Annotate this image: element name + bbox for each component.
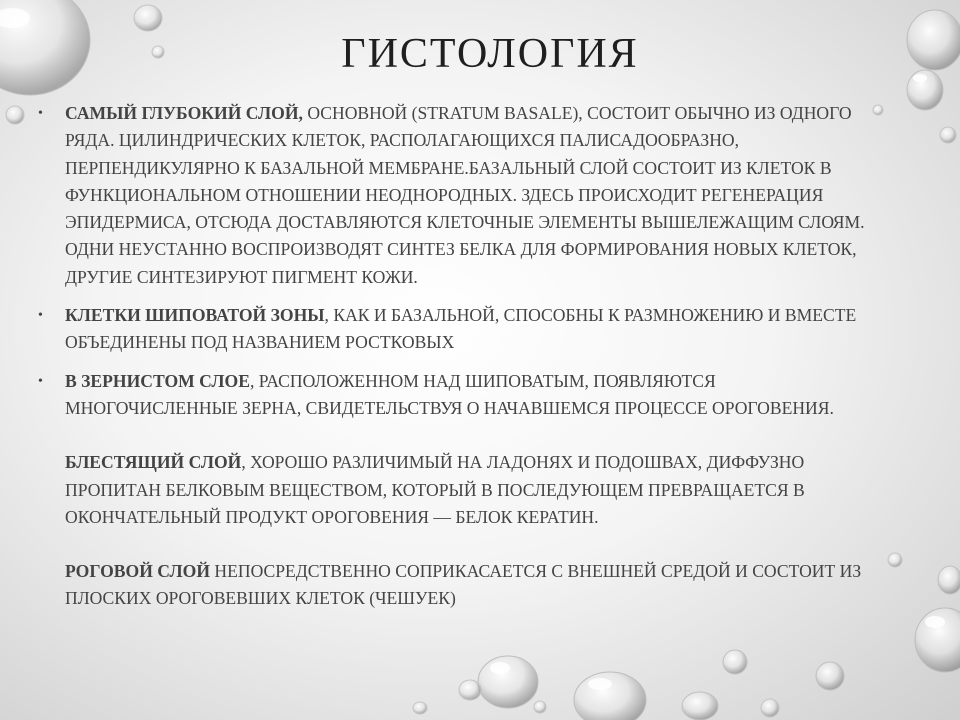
paragraph-bold-term: БЛЕСТЯЩИЙ СЛОЙ [65,452,242,473]
bullet-spinous-layer [38,302,878,357]
slide-title: ГИСТОЛОГИЯ [341,31,639,77]
paragraph-lucid-layer [38,449,878,531]
bullet-dot-icon: • [38,308,43,324]
bullet-bold-term: САМЫЙ ГЛУБОКИЙ СЛОЙ, [65,103,303,123]
paragraph-horny-layer [38,558,878,613]
bullet-basal-layer [38,100,878,291]
paragraph-text: НЕПОСРЕДСТВЕННО СОПРИКАСАЕТСЯ С ВНЕШНЕЙ СРЕДОЙ И СОСТОИТ ИЗ ПЛОСКИХ ОРОГОВЕВШИХ КЛЕТОК (ЧЕШУЕК) [65,561,862,609]
bullet-granular-layer [38,368,878,423]
bullet-text: ОСНОВНОЙ (STRATUM BASALE), СОСТОИТ ОБЫЧНО ИЗ ОДНОГО РЯДА. ЦИЛИНДРИЧЕСКИХ КЛЕТОК, РАСПОЛАГАЮЩИХСЯ ПАЛИСАДООБРАЗНО, ПЕРПЕНДИКУЛЯРНО К БАЗАЛЬНОЙ МЕМБРАНЕ.БАЗАЛЬНЫЙ СЛОЙ СОСТОИТ ИЗ КЛЕТОК В ФУНКЦИОНАЛЬНОМ ОТНОШЕНИИ НЕОДНОРОДНЫХ. ЗДЕСЬ ПРОИСХОДИТ РЕГЕНЕРАЦИЯ ЭПИДЕРМИСА, ОТСЮДА ДОСТАВЛЯЮТСЯ КЛЕТОЧНЫЕ ЭЛЕМЕНТЫ ВЫШЕЛЕЖАЩИМ СЛОЯМ. ОДНИ НЕУСТАННО ВОСПРОИЗВОДЯТ СИНТЕЗ БЕЛКА ДЛЯ ФОРМИРОВАНИЯ НОВЫХ КЛЕТОК, ДРУГИЕ СИНТЕЗИРУЮТ ПИГМЕНТ КОЖИ. [65,103,865,287]
slide-body [38,100,878,613]
bullet-dot-icon: • [38,106,43,121]
paragraph-bold-term: РОГОВОЙ СЛОЙ [65,561,211,582]
bullet-dot-icon: • [38,373,43,389]
paragraph-text: , ХОРОШО РАЗЛИЧИМЫЙ НА ЛАДОНЯХ И ПОДОШВАХ, ДИФФУЗНО ПРОПИТАН БЕЛКОВЫМ ВЕЩЕСТВОМ, КОТОРЫЙ В ПОСЛЕДУЮЩЕМ ПРЕВРАЩАЕТСЯ В ОКОНЧАТЕЛЬНЫЙ ПРОДУКТ ОРОГОВЕНИЯ — БЕЛОК КЕРАТИН. [65,452,805,527]
bullet-text: , РАСПОЛОЖЕННОМ НАД ШИПОВАТЫМ, ПОЯВЛЯЮТСЯ МНОГОЧИСЛЕННЫЕ ЗЕРНА, СВИДЕТЕЛЬСТВУЯ О НАЧАВШЕМСЯ ПРОЦЕССЕ ОРОГОВЕНИЯ. [65,370,834,418]
bullet-bold-term: КЛЕТКИ ШИПОВАТОЙ ЗОНЫ [65,305,325,326]
bullet-text: , КАК И БАЗАЛЬНОЙ, СПОСОБНЫ К РАЗМНОЖЕНИЮ И ВМЕСТЕ ОБЪЕДИНЕНЫ ПОД НАЗВАНИЕМ РОСТКОВЫХ [65,305,857,353]
bullet-bold-term: В ЗЕРНИСТОМ СЛОЕ [65,370,250,391]
